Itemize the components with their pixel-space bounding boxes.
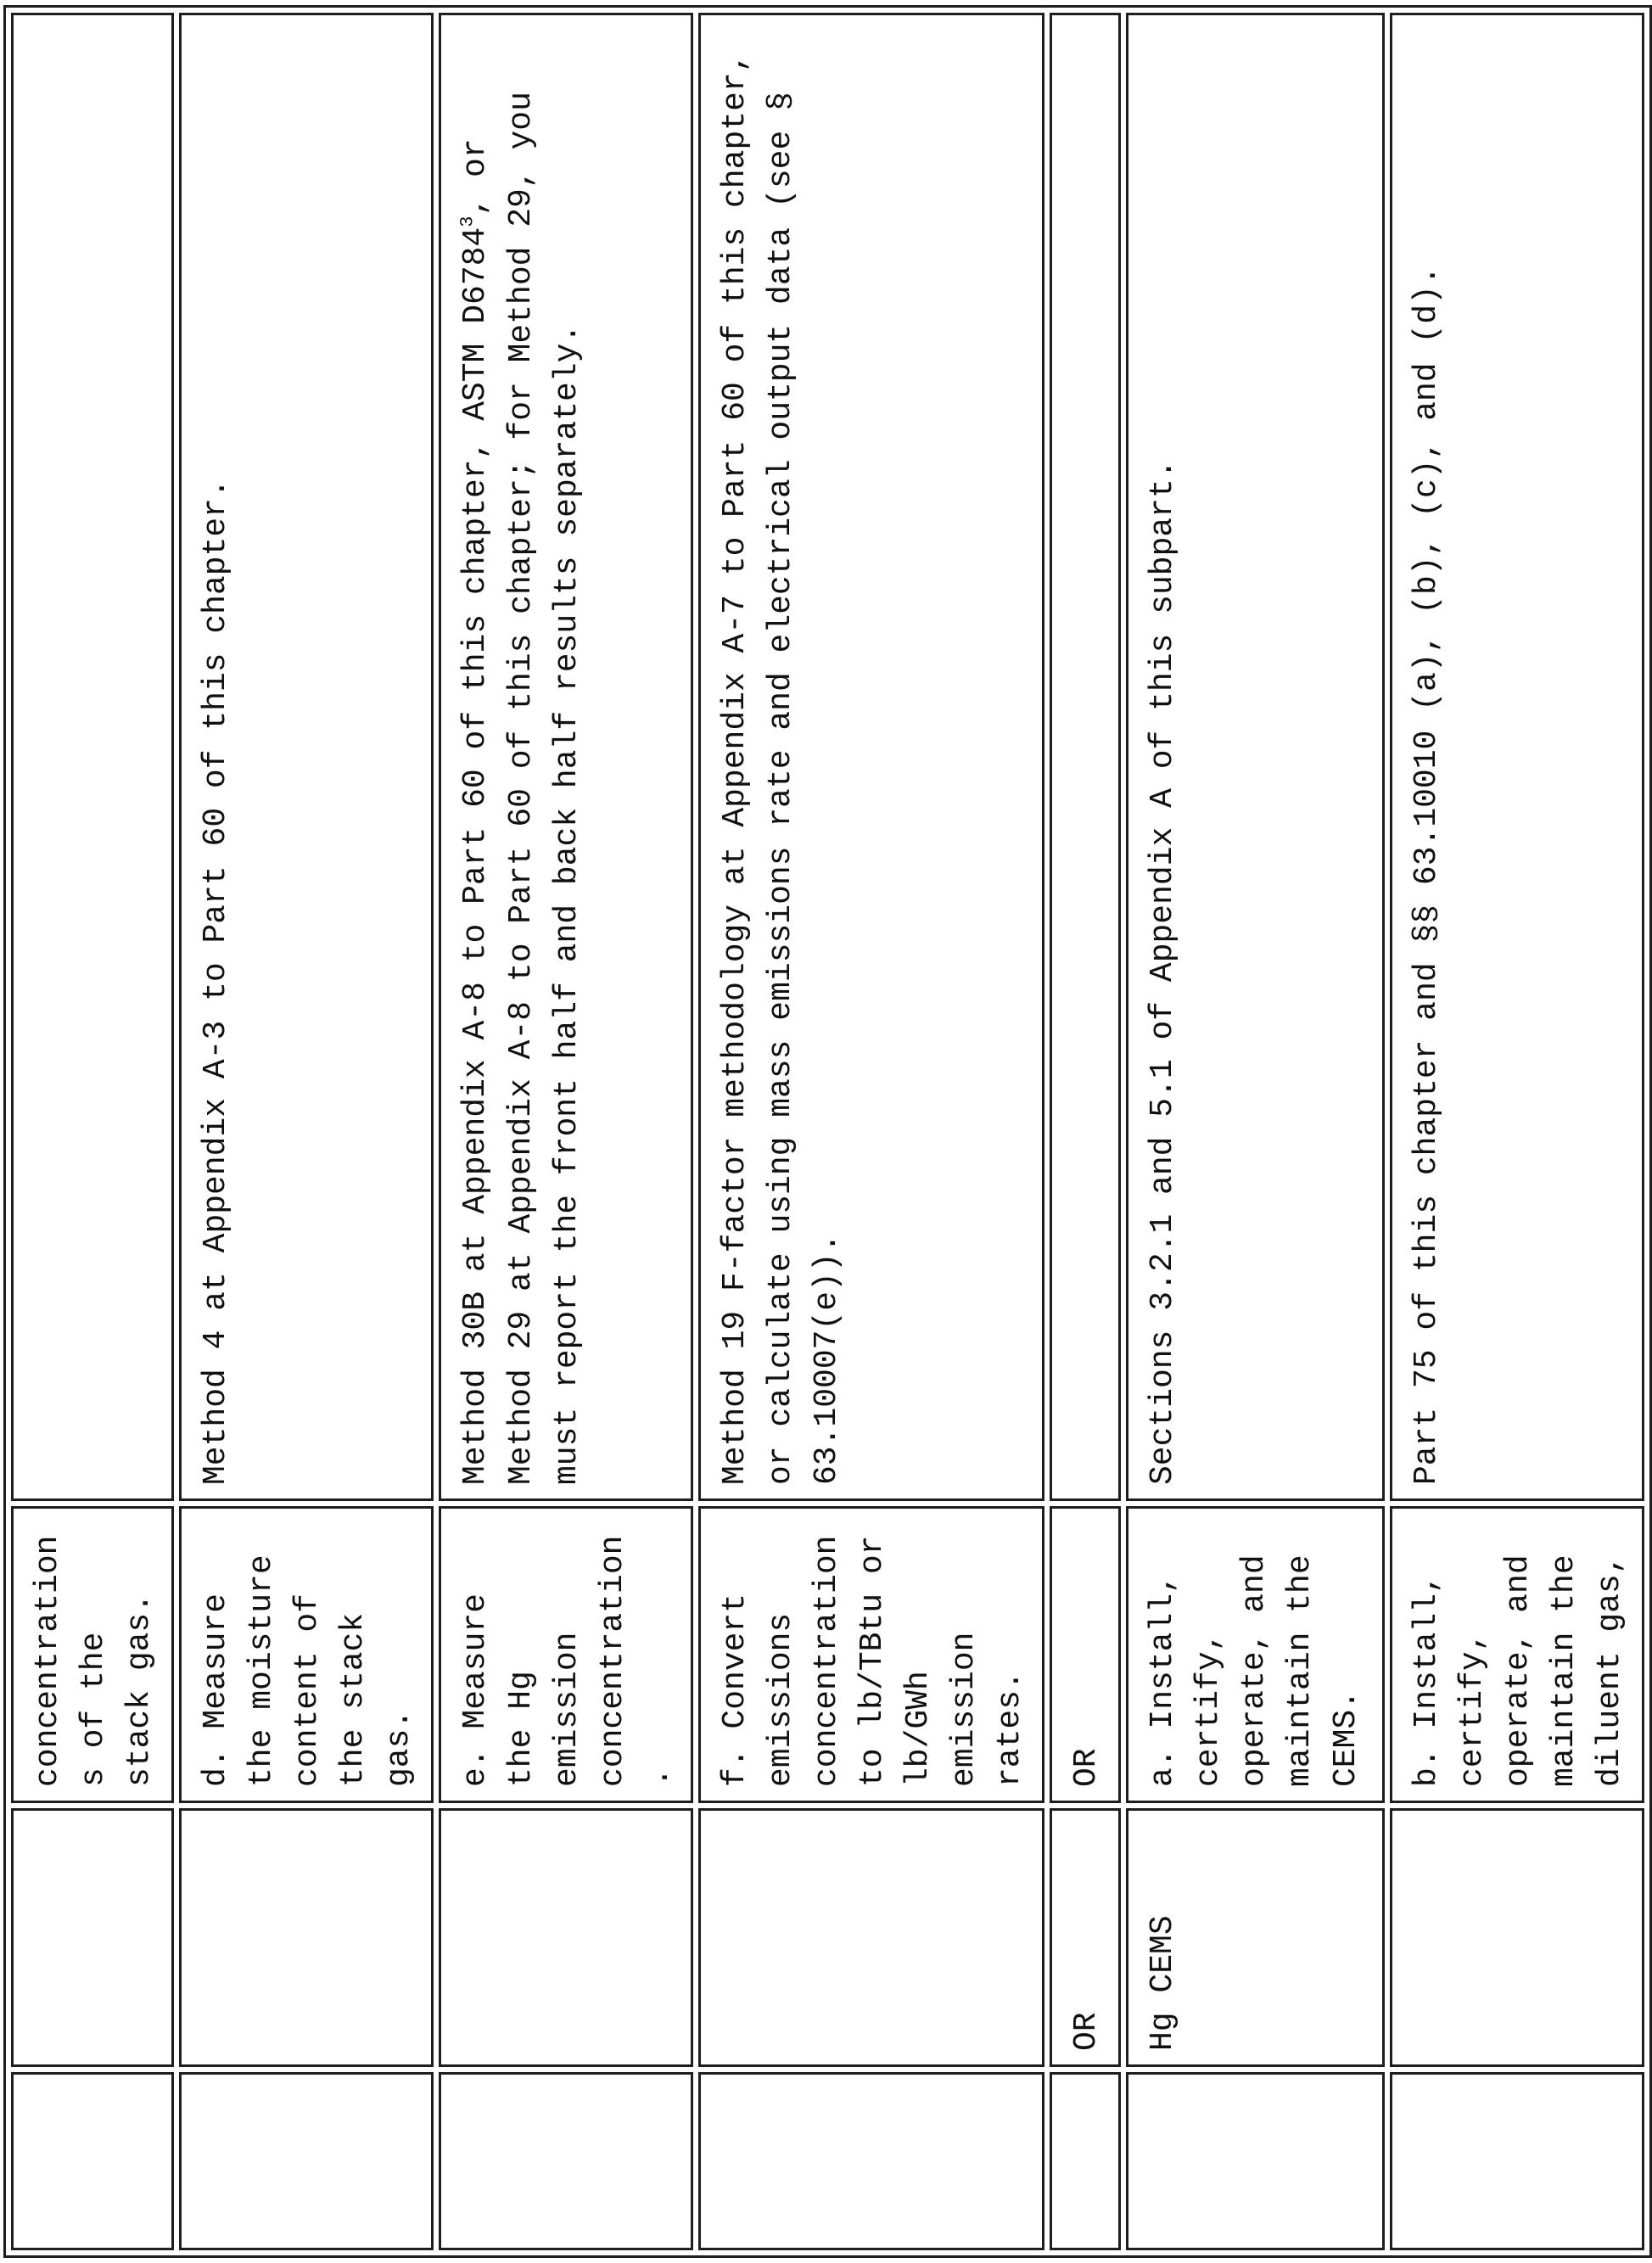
table-cell (439, 2072, 693, 2250)
table-cell: OR (1050, 1506, 1121, 1803)
table-cell: Method 19 F-factor methodology at Appendix A-7 to Part 60 of this chapter, or calculate using mass emissions rate and electrical output data (see § 63.10007(e)). (698, 13, 1044, 1501)
table-cell: concentrations of the stack gas. (11, 1506, 174, 1803)
table-cell: e. Measure the Hg emission concentration. (439, 1506, 693, 1803)
table-cell (439, 13, 693, 1501)
table-cell (1390, 2072, 1644, 2250)
table-row (179, 13, 434, 2250)
table-cell: Sections 3.2.1 and 5.1 of Appendix A of this subpart. (1126, 13, 1385, 1501)
table-row (1390, 13, 1644, 2250)
table-row (11, 13, 174, 2250)
table-row (439, 13, 693, 2250)
table-cell (11, 1808, 174, 2067)
method-text-part-1: Method 30B at Appendix A-8 to Part 60 of this chapter, ASTM D6784 (457, 227, 494, 1485)
table-cell: a. Install, certify, operate, and maintain the CEMS. (1126, 1506, 1385, 1803)
table-cell: Part 75 of this chapter and §§ 63.10010 (a), (b), (c), and (d). (1390, 13, 1644, 1501)
table-cell (439, 1808, 693, 2067)
table-cell: Method 4 at Appendix A-3 to Part 60 of this chapter. (179, 13, 434, 1501)
table-cell (698, 1808, 1044, 2067)
table-cell: b. Install, certify, operate, and maintain the diluent gas, (1390, 1506, 1644, 1803)
footnote-marker: 3 (456, 216, 479, 227)
test-method-table (3, 5, 1652, 2258)
table-row (698, 13, 1044, 2250)
table-cell (698, 2072, 1044, 2250)
table-row (1050, 13, 1121, 2250)
method-text-part-2: , or Method 29 at Appendix A-8 to Part 60 of this chapter; for Method 29, you must report the front half and back half results separately. (457, 92, 585, 1485)
table-cell: f. Convert emissions concentration to lb/TBtu or lb/GWh emission rates. (698, 1506, 1044, 1803)
table-cell (179, 1808, 434, 2067)
table-cell (11, 2072, 174, 2250)
table-cell (11, 13, 174, 1501)
table-cell (179, 2072, 434, 2250)
table-cell: Hg CEMS (1126, 1808, 1385, 2067)
table-cell (1390, 1808, 1644, 2067)
table-cell: OR (1050, 1808, 1121, 2067)
table-cell: d. Measure the moisture content of the stack gas. (179, 1506, 434, 1803)
table-cell (1050, 13, 1121, 1501)
table-cell (1050, 2072, 1121, 2250)
table-cell (1126, 2072, 1385, 2250)
table-row (1126, 13, 1385, 2250)
